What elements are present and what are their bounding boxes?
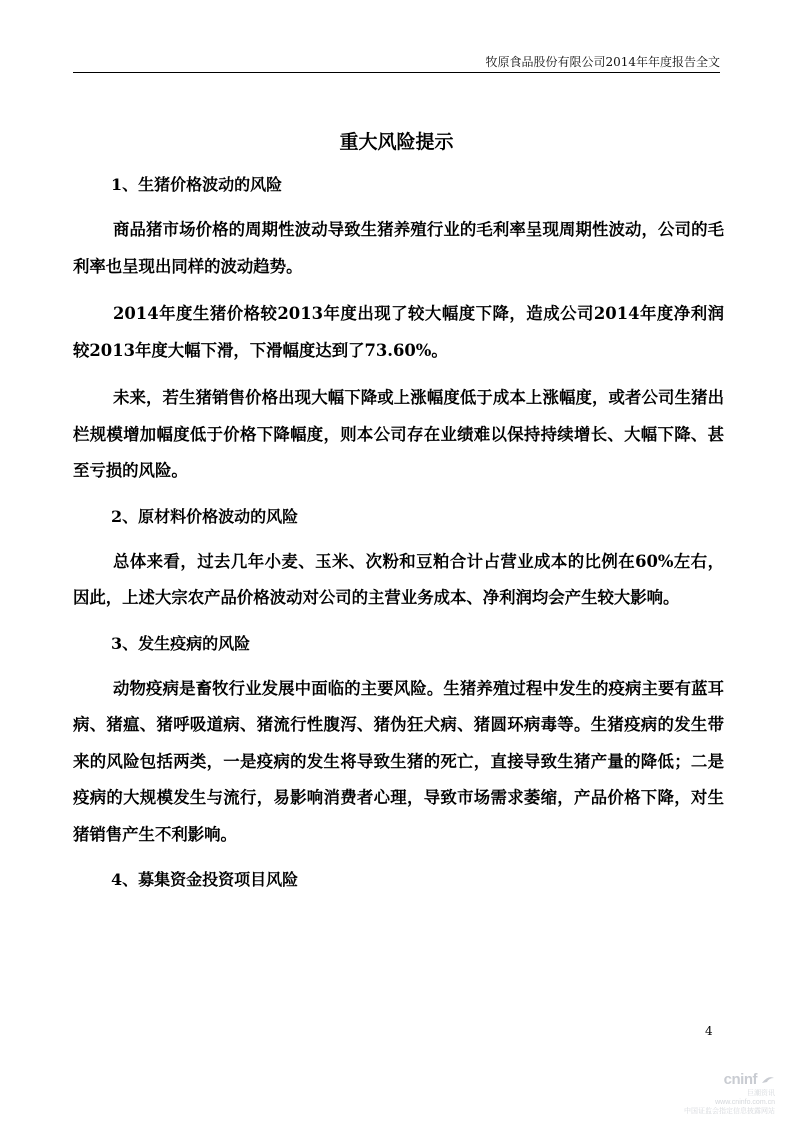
paragraph: 商品猪市场价格的周期性波动导致生猪养殖行业的毛利率呈现周期性波动，公司的毛利率也呈现出同样的波动趋势。 [73, 220, 724, 276]
paragraph: 总体来看，过去几年小麦、玉米、次粉和豆粕合计占营业成本的比例在60%左右，因此，上述大宗农产品价格波动对公司的主营业务成本、净利润均会产生较大影响。 [73, 551, 724, 607]
section-heading: 3、发生疫病的风险 [111, 633, 251, 653]
running-header: 牧原食品股份有限公司2014年年度报告全文 [485, 55, 720, 69]
page-title: 重大风险提示 [339, 131, 454, 153]
section-heading: 2、原材料价格波动的风险 [111, 506, 299, 526]
section-heading: 1、生猪价格波动的风险 [111, 175, 283, 194]
cninfo-logo [724, 1071, 775, 1088]
document-body [73, 172, 724, 891]
cninfo-url: www.cninfo.com.cn [715, 1099, 775, 1106]
cninfo-swirl-icon [761, 1074, 775, 1086]
cninfo-name: 巨潮资讯 [747, 1090, 775, 1097]
header-rule [73, 72, 720, 73]
section-heading: 4、募集资金投资项目风险 [111, 870, 299, 889]
cninfo-watermark [665, 1071, 775, 1116]
paragraph: 2014年度生猪价格较2013年度出现了较大幅度下降，造成公司2014年度净利润较2013年度大幅下滑，下滑幅度达到了73.60%。 [73, 304, 724, 360]
page-number: 4 [705, 1024, 713, 1038]
paragraph: 未来，若生猪销售价格出现大幅下降或上涨幅度低于成本上涨幅度，或者公司生猪出栏规模增加幅度低于价格下降幅度，则本公司存在业绩难以保持持续增长、大幅下降、甚至亏损的风险。 [73, 388, 724, 480]
cninfo-tagline: 中国证监会指定信息披露网站 [684, 1108, 775, 1115]
cninfo-logo-text: cninf [723, 1071, 757, 1088]
paragraph: 动物疫病是畜牧行业发展中面临的主要风险。生猪养殖过程中发生的疫病主要有蓝耳病、猪瘟、猪呼吸道病、猪流行性腹泻、猪伪狂犬病、猪圆环病毒等。生猪疫病的发生带来的风险包括两类，一是疫病的发生将导致生猪的死亡，直接导致生猪产量的降低；二是疫病的大规模发生与流行，易影响消费者心理，导致市场需求萎缩，产品价格下降，对生猪销售产生不利影响。 [73, 678, 724, 844]
